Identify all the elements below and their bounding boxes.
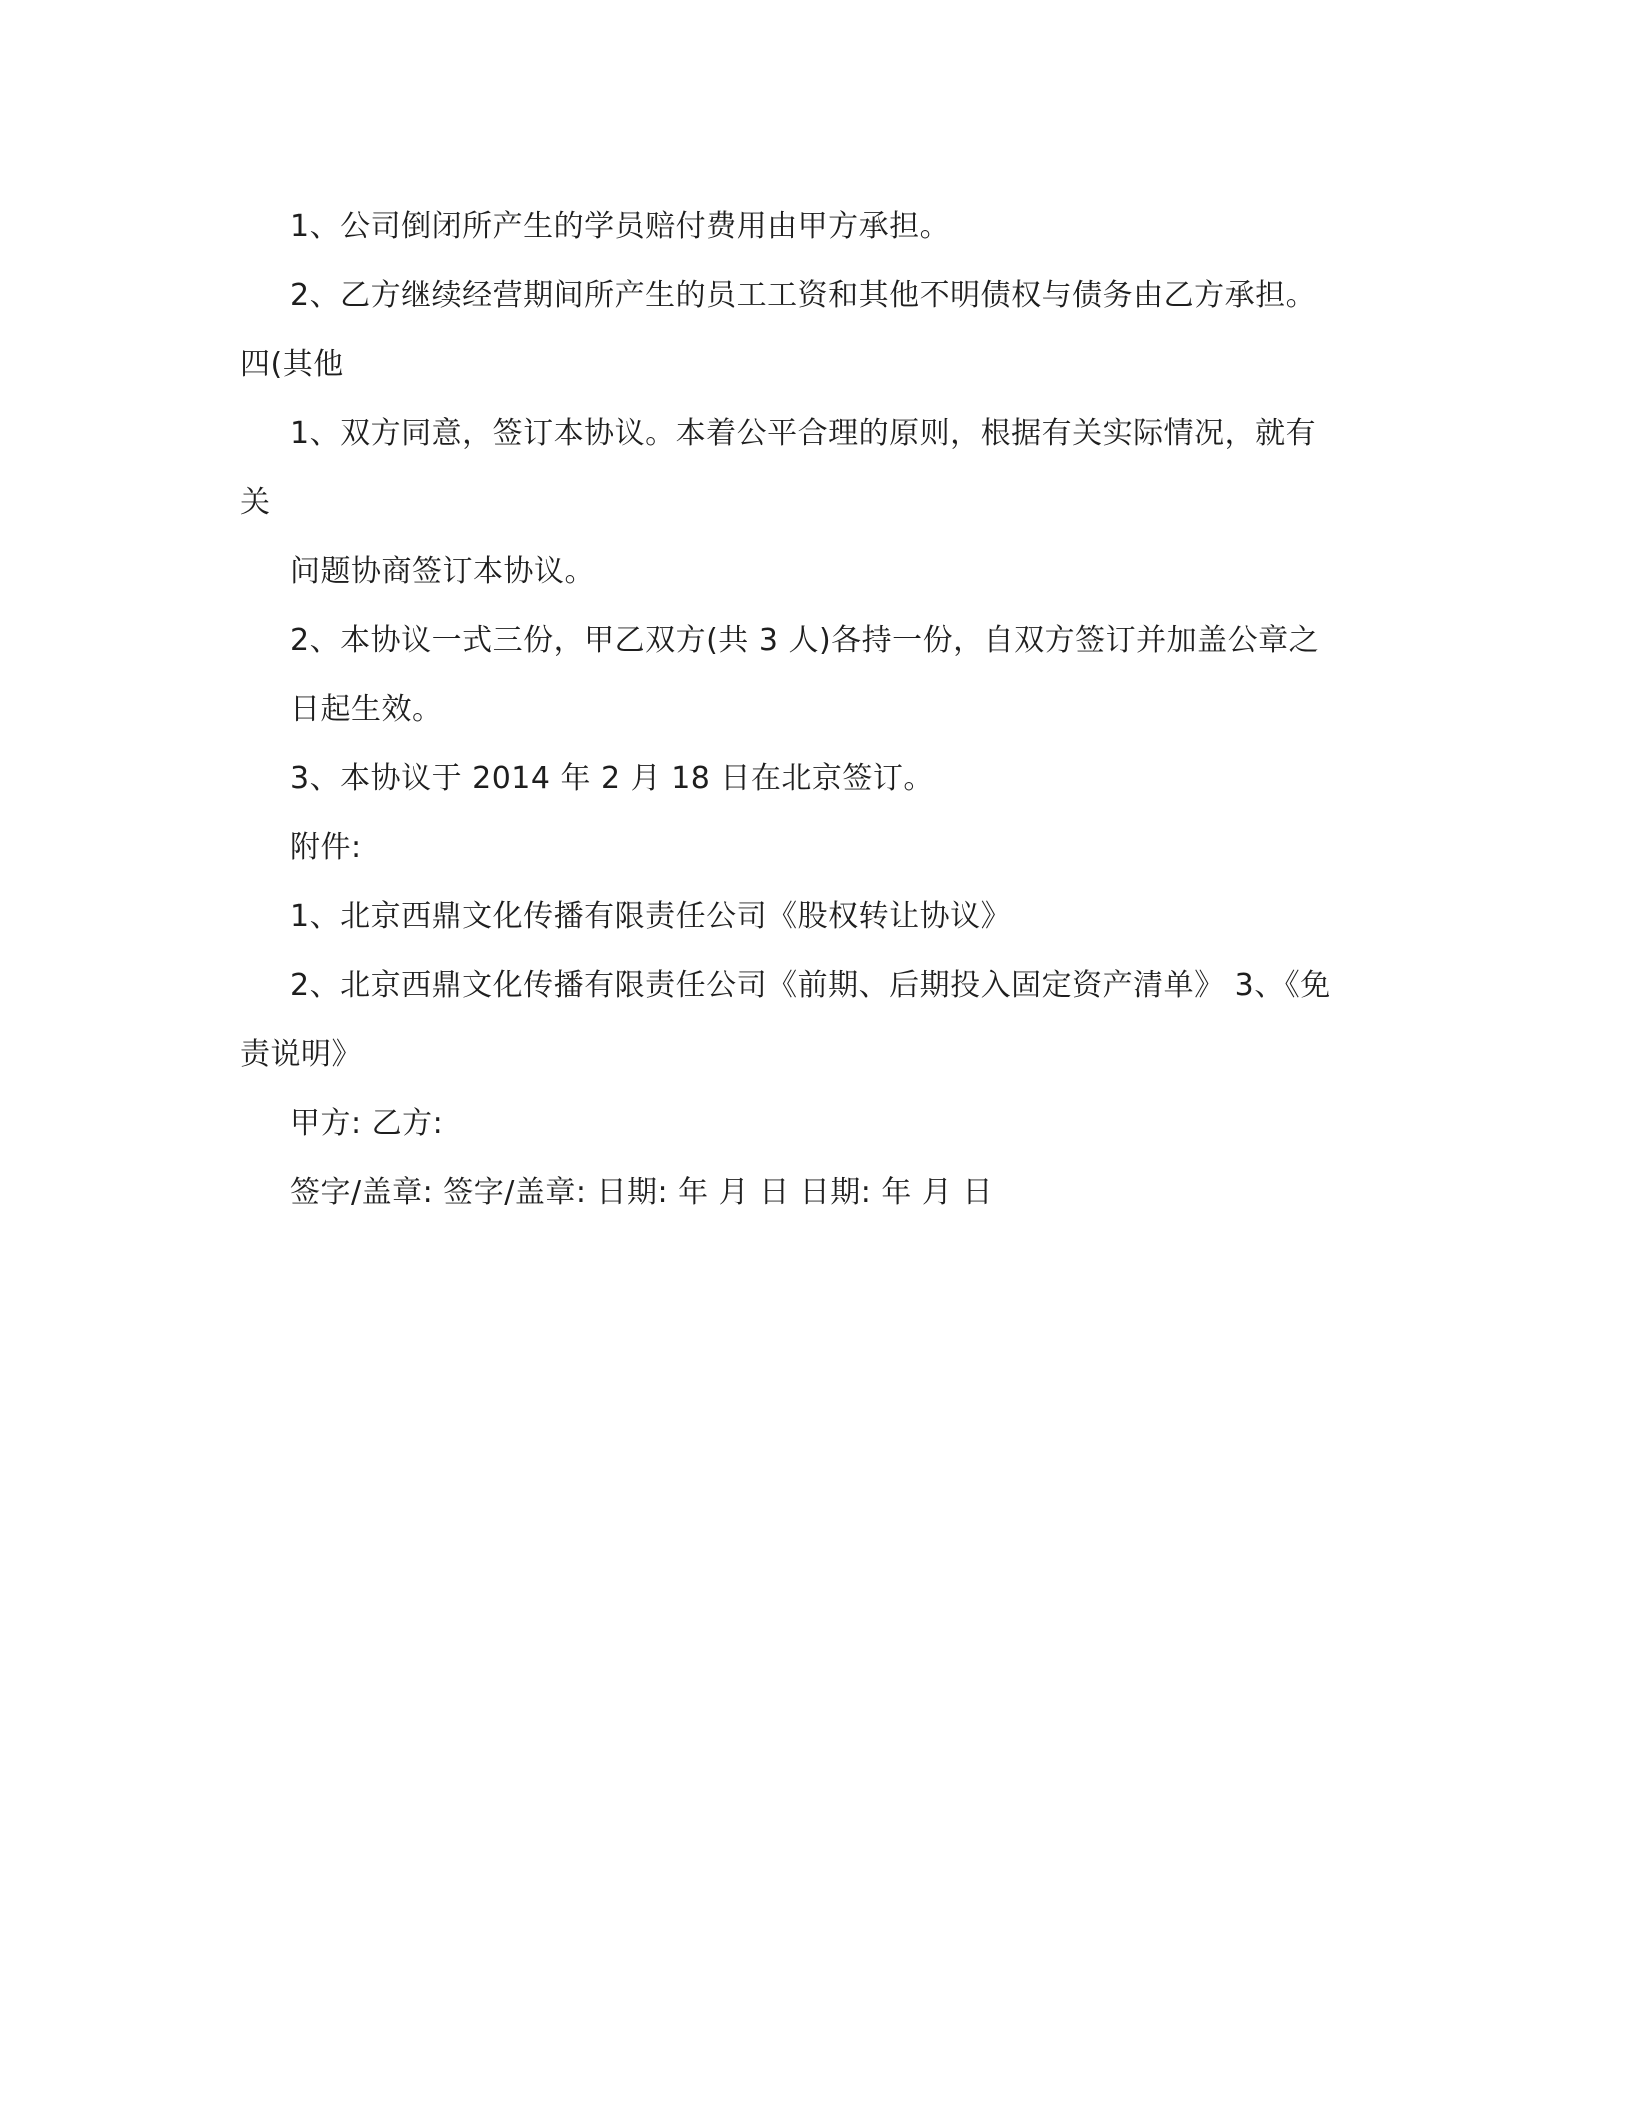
clause-3-item-1: 1、公司倒闭所产生的学员赔付费用由甲方承担。 [290,209,951,244]
signature-line: 签字/盖章: 签字/盖章: 日期: 年 月 日 日期: 年 月 日 [290,1175,993,1210]
clause-4-item-2-line-2: 日起生效。 [290,692,443,727]
clause-3-item-2: 2、乙方继续经营期间所产生的员工工资和其他不明债权与债务由乙方承担。 [290,278,1317,313]
clause-4-item-1-line-1: 1、双方同意，签订本协议。本着公平合理的原则，根据有关实际情况，就有 [290,416,1317,451]
section-heading-other: 四(其他 [240,347,344,382]
attachment-2-line-2: 责说明》 [240,1037,362,1072]
clause-4-item-1-line-2: 关 [240,485,271,520]
attachments-heading: 附件: [290,830,362,865]
parties-line: 甲方: 乙方: [290,1106,444,1141]
clause-4-item-1-line-3: 问题协商签订本协议。 [290,554,595,589]
attachment-1: 1、北京西鼎文化传播有限责任公司《股权转让协议》 [290,899,1012,934]
clause-4-item-3: 3、本协议于 2014 年 2 月 18 日在北京签订。 [290,761,934,796]
attachment-2-line-1: 2、北京西鼎文化传播有限责任公司《前期、后期投入固定资产清单》 3、《免 [290,968,1331,1003]
clause-4-item-2-line-1: 2、本协议一式三份，甲乙双方(共 3 人)各持一份，自双方签订并加盖公章之 [290,623,1320,658]
